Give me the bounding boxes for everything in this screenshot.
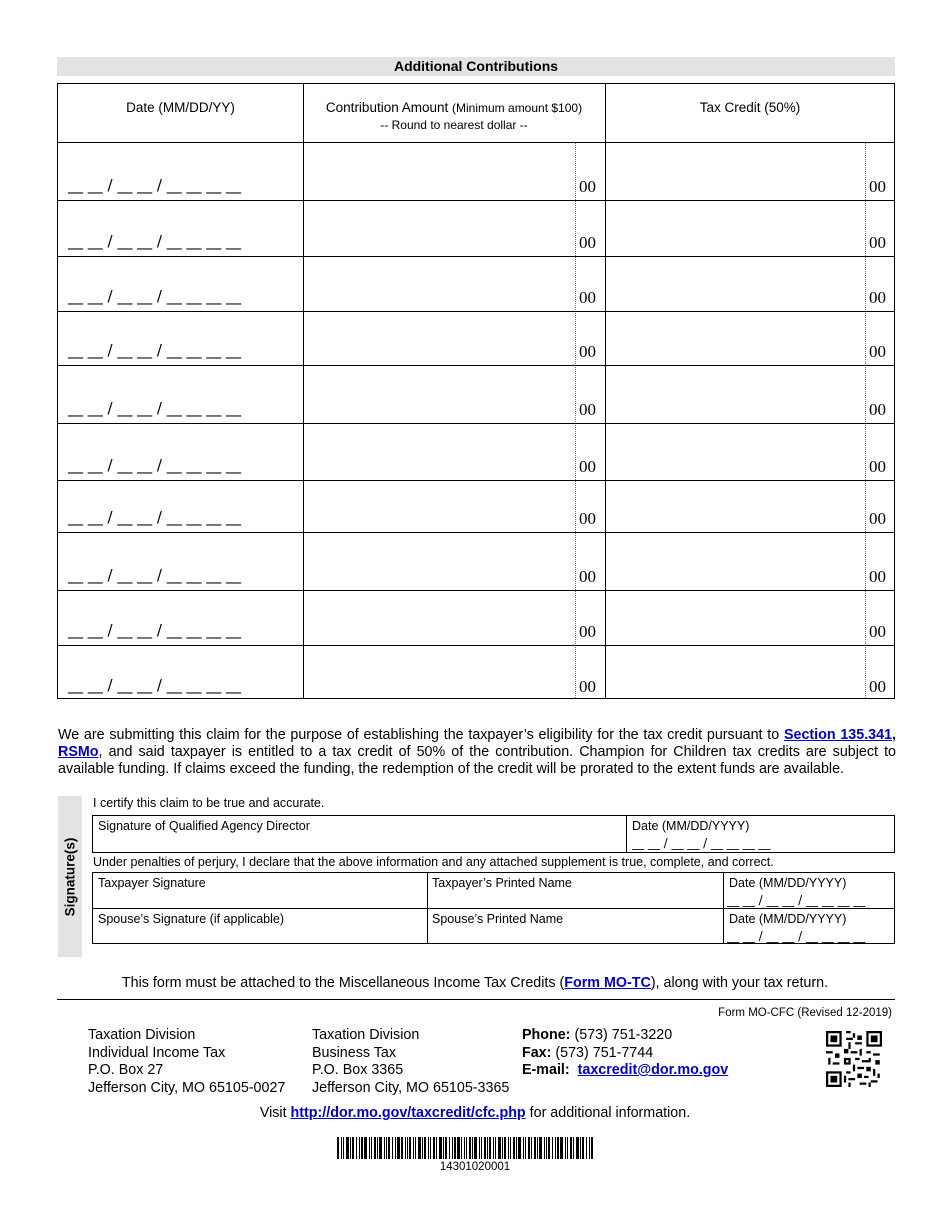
amount-cents: 00 (579, 400, 596, 419)
barcode-bar (528, 1137, 530, 1159)
date-field[interactable]: __ __ / __ __ / __ __ __ __ (68, 566, 242, 584)
amount-field[interactable] (304, 424, 574, 480)
barcode (337, 1137, 607, 1159)
col-header-amount: Contribution Amount (Minimum amount $100) -- Round to nearest dollar -- (325, 100, 583, 132)
director-signature-row (92, 815, 895, 853)
barcode-bar (379, 1137, 382, 1159)
barcode-bar (469, 1137, 471, 1159)
barcode-bar (481, 1137, 482, 1159)
barcode-bar (484, 1137, 486, 1159)
barcode-bar (428, 1137, 429, 1159)
credit-cents: 00 (869, 457, 886, 476)
amount-field[interactable] (304, 257, 574, 311)
taxpayer-signature-table (92, 872, 895, 944)
section-135-341-link[interactable]: Section 135.341, RSMo (58, 727, 896, 760)
barcode-bar (384, 1137, 385, 1159)
barcode-bar (489, 1137, 491, 1159)
barcode-bar (418, 1137, 421, 1159)
barcode-bar (591, 1137, 593, 1159)
address-individual: Taxation Division Individual Income Tax P.O. Box 27 Jefferson City, MO 65105-0027 (88, 1027, 286, 1096)
credit-cents: 00 (869, 567, 886, 586)
barcode-bar (474, 1137, 477, 1159)
amount-cents: 00 (579, 457, 596, 476)
credit-cents: 00 (869, 677, 886, 696)
date-field[interactable]: __ __ / __ __ / __ __ __ __ (68, 176, 242, 194)
barcode-bar (576, 1137, 579, 1159)
barcode-bar (461, 1137, 462, 1159)
spouse-name-label: Spouse’s Printed Name (432, 912, 564, 926)
taxpayer-date-label: Date (MM/DD/YYYY) (729, 876, 847, 890)
qr-code (826, 1031, 882, 1087)
spouse-date-label: Date (MM/DD/YYYY) (729, 912, 847, 926)
barcode-bar (364, 1137, 367, 1159)
spouse-signature-label: Spouse’s Signature (if applicable) (98, 912, 284, 926)
barcode-bar (337, 1137, 339, 1159)
barcode-bar (573, 1137, 574, 1159)
credit-cents: 00 (869, 400, 886, 419)
credit-cents: 00 (869, 233, 886, 252)
barcode-bar (552, 1137, 553, 1159)
barcode-bar (422, 1137, 423, 1159)
credit-field[interactable] (606, 481, 864, 532)
credit-cents: 00 (869, 177, 886, 196)
barcode-bar (457, 1137, 460, 1159)
barcode-bar (413, 1137, 414, 1159)
barcode-bar (397, 1137, 400, 1159)
barcode-bar (466, 1137, 467, 1159)
amount-field[interactable] (304, 201, 574, 256)
barcode-bar (580, 1137, 581, 1159)
address-business: Taxation Division Business Tax P.O. Box 3365 Jefferson City, MO 65105-3365 (312, 1027, 510, 1096)
credit-cents: 00 (869, 509, 886, 528)
eligibility-statement: We are submitting this claim for the purpose of establishing the taxpayer’s eligibility for the tax credit pursuant to Section 135.341, RSMo, and said taxpayer is entitled to a tax credit of 50% of the contribution. Champion for Children tax credits are subject to available funding. If claims exceed the funding, the redemption of the credit will be prorated to the extent funds are available. (58, 727, 896, 777)
barcode-bar (430, 1137, 431, 1159)
contact-info: Phone: (573) 751-3220 Fax: (573) 751-7744 E-mail: taxcredit@dor.mo.gov (522, 1027, 729, 1078)
barcode-bar (582, 1137, 584, 1159)
amount-field[interactable] (304, 533, 574, 590)
barcode-bar (539, 1137, 542, 1159)
barcode-bar (341, 1137, 342, 1159)
spouse-date-blank[interactable]: __ __ / __ __ / __ __ __ __ (727, 929, 866, 943)
barcode-bar (377, 1137, 378, 1159)
barcode-bar (495, 1137, 496, 1159)
footer-divider (57, 999, 895, 1000)
amount-field[interactable] (304, 366, 574, 423)
barcode-number: 14301020001 (439, 1161, 511, 1173)
credit-field[interactable] (606, 312, 864, 365)
barcode-bar (392, 1137, 393, 1159)
barcode-bar (350, 1137, 351, 1159)
barcode-bar (513, 1137, 515, 1159)
director-date-blank[interactable]: __ __ / __ __ / __ __ __ __ (632, 836, 771, 850)
taxpayer-signature-label: Taxpayer Signature (98, 876, 206, 890)
barcode-bar (518, 1137, 521, 1159)
barcode-bar (374, 1137, 376, 1159)
barcode-bar (352, 1137, 354, 1159)
barcode-bar (443, 1137, 444, 1159)
date-field[interactable]: __ __ / __ __ / __ __ __ __ (68, 232, 242, 250)
barcode-bar (409, 1137, 411, 1159)
date-field[interactable]: __ __ / __ __ / __ __ __ __ (68, 676, 242, 694)
barcode-bar (346, 1137, 349, 1159)
director-signature-label: Signature of Qualified Agency Director (98, 819, 310, 833)
barcode-bar (487, 1137, 488, 1159)
credit-cents: 00 (869, 288, 886, 307)
cfc-website-link[interactable]: http://dor.mo.gov/taxcredit/cfc.php (290, 1105, 526, 1121)
contributions-table (57, 83, 895, 699)
barcode-bar (464, 1137, 465, 1159)
barcode-bar (356, 1137, 357, 1159)
taxpayer-name-label: Taxpayer’s Printed Name (432, 876, 572, 890)
barcode-bar (439, 1137, 442, 1159)
barcode-bar (508, 1137, 509, 1159)
barcode-bar (544, 1137, 545, 1159)
credit-field[interactable] (606, 424, 864, 480)
barcode-bar (424, 1137, 426, 1159)
amount-cents: 00 (579, 622, 596, 641)
barcode-bar (537, 1137, 538, 1159)
date-field[interactable]: __ __ / __ __ / __ __ __ __ (68, 456, 242, 474)
credit-field[interactable] (606, 646, 864, 700)
barcode-bar (586, 1137, 587, 1159)
barcode-bar (570, 1137, 572, 1159)
amount-cents: 00 (579, 177, 596, 196)
taxpayer-date-blank[interactable]: __ __ / __ __ / __ __ __ __ (727, 893, 866, 907)
barcode-bar (415, 1137, 416, 1159)
barcode-bar (359, 1137, 360, 1159)
visit-note: Visit http://dor.mo.gov/taxcredit/cfc.php for additional information. (259, 1105, 691, 1121)
barcode-bar (452, 1137, 453, 1159)
barcode-bar (531, 1137, 532, 1159)
date-field[interactable]: __ __ / __ __ / __ __ __ __ (68, 399, 242, 417)
amount-field[interactable] (304, 312, 574, 365)
credit-cents: 00 (869, 622, 886, 641)
amount-cents: 00 (579, 342, 596, 361)
barcode-bar (546, 1137, 547, 1159)
col-header-credit: Tax Credit (50%) (699, 100, 801, 115)
barcode-bar (436, 1137, 437, 1159)
barcode-bar (371, 1137, 372, 1159)
section-title: Additional Contributions (57, 57, 895, 76)
credit-cents: 00 (869, 342, 886, 361)
barcode-bar (343, 1137, 344, 1159)
barcode-bar (567, 1137, 568, 1159)
barcode-bar (493, 1137, 494, 1159)
credit-field[interactable] (606, 257, 864, 311)
barcode-bar (386, 1137, 387, 1159)
form-id: Form MO-CFC (Revised 12-2019) (718, 1007, 892, 1019)
signatures-side-label: Signature(s) (58, 796, 82, 957)
barcode-bar (555, 1137, 556, 1159)
barcode-bar (523, 1137, 524, 1159)
barcode-bar (405, 1137, 406, 1159)
barcode-bar (472, 1137, 473, 1159)
barcode-bar (534, 1137, 536, 1159)
credit-field[interactable] (606, 533, 864, 590)
date-field[interactable]: __ __ / __ __ / __ __ __ __ (68, 508, 242, 526)
barcode-bar (369, 1137, 370, 1159)
col-header-date: Date (MM/DD/YY) (126, 100, 235, 115)
date-field[interactable]: __ __ / __ __ / __ __ __ __ (68, 287, 242, 305)
barcode-bar (401, 1137, 403, 1159)
barcode-bar (454, 1137, 456, 1159)
perjury-text: Under penalties of perjury, I declare that the above information and any attached supplement is true, complete, and correct. (93, 855, 774, 869)
amount-cents: 00 (579, 288, 596, 307)
barcode-bar (565, 1137, 566, 1159)
barcode-bar (388, 1137, 390, 1159)
barcode-bar (449, 1137, 450, 1159)
amount-field[interactable] (304, 143, 574, 200)
barcode-bar (510, 1137, 511, 1159)
director-date-label: Date (MM/DD/YYYY) (632, 819, 750, 833)
credit-field[interactable] (606, 143, 864, 200)
date-field[interactable]: __ __ / __ __ / __ __ __ __ (68, 341, 242, 359)
amount-cents: 00 (579, 677, 596, 696)
barcode-bar (395, 1137, 396, 1159)
barcode-bar (361, 1137, 363, 1159)
amount-field[interactable] (304, 646, 574, 700)
barcode-bar (479, 1137, 480, 1159)
email-link[interactable]: taxcredit@dor.mo.gov (577, 1062, 729, 1078)
amount-field[interactable] (304, 481, 574, 532)
form-mo-tc-link[interactable]: Form MO-TC (564, 975, 651, 991)
barcode-bar (525, 1137, 526, 1159)
credit-field[interactable] (606, 201, 864, 256)
barcode-bar (516, 1137, 517, 1159)
barcode-bar (557, 1137, 559, 1159)
credit-field[interactable] (606, 591, 864, 645)
barcode-bar (445, 1137, 447, 1159)
barcode-bar (498, 1137, 501, 1159)
attach-note: This form must be attached to the Miscellaneous Income Tax Credits (Form MO-TC), along with your tax return. (121, 975, 829, 991)
barcode-bar (589, 1137, 590, 1159)
barcode-bar (560, 1137, 563, 1159)
date-field[interactable]: __ __ / __ __ / __ __ __ __ (68, 621, 242, 639)
amount-cents: 00 (579, 509, 596, 528)
amount-cents: 00 (579, 567, 596, 586)
barcode-bar (504, 1137, 506, 1159)
amount-field[interactable] (304, 591, 574, 645)
credit-field[interactable] (606, 366, 864, 423)
barcode-bar (548, 1137, 550, 1159)
barcode-bar (407, 1137, 408, 1159)
amount-cents: 00 (579, 233, 596, 252)
certify-text: I certify this claim to be true and accurate. (93, 796, 325, 810)
barcode-bar (433, 1137, 435, 1159)
barcode-bar (502, 1137, 503, 1159)
